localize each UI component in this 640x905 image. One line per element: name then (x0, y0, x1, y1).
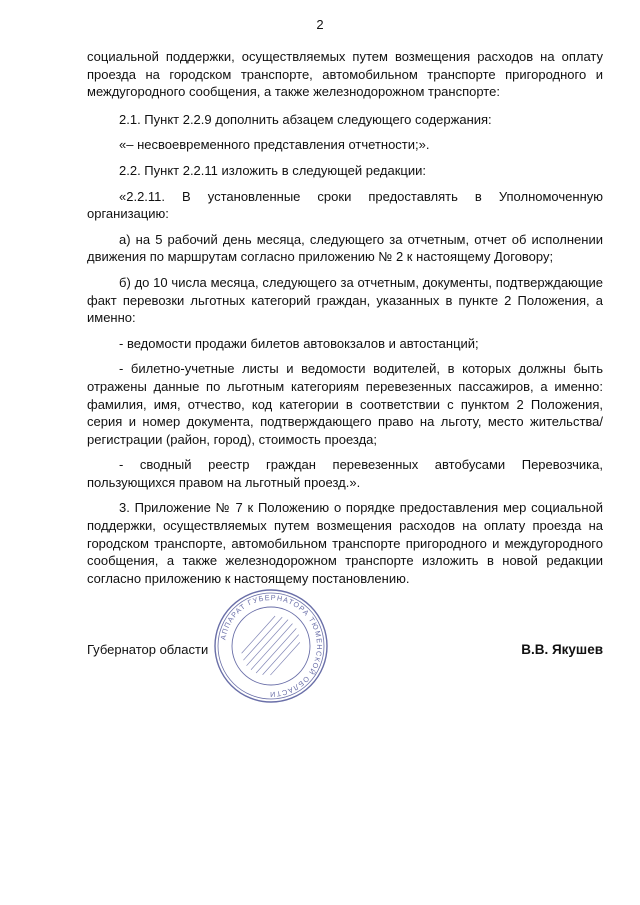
paragraph-item-b: б) до 10 числа месяца, следующего за отчетным, документы, подтверждающие факт перевозки льготных категорий граждан, указанных в пункте 2 Положения, а именно: (87, 274, 603, 326)
list-item-summary-register: - сводный реестр граждан перевезенных автобусами Перевозчика, пользующихся правом на льготный проезд.». (87, 457, 603, 490)
paragraph-2-2: 2.2. Пункт 2.2.11 изложить в следующей редакции: (119, 162, 426, 178)
page-number: 2 (316, 17, 324, 32)
document-body (87, 48, 603, 595)
paragraph-3: 3. Приложение № 7 к Положению о порядке предоставления мер социальной поддержки, осуществляемых путем возмещения расходов на оплату проезда на городском транспорте, автомобильном транспорте пригородного и междугородного сообщения, а также железнодорожном транспорте изложить в новой редакции согласно приложению к настоящему постановлению. (87, 500, 603, 586)
seal-outer-text: АППАРАТ ГУБЕРНАТОРА ТЮМЕНСКОЙ ОБЛАСТИ (218, 592, 325, 700)
paragraph-2-1: 2.1. Пункт 2.2.9 дополнить абзацем следующего содержания: (119, 111, 492, 127)
signer-name: В.В. Якушев (521, 642, 603, 657)
signer-title: Губернатор области (87, 642, 209, 657)
list-item-ticket-sales: - ведомости продажи билетов автовокзалов и автостанций; (119, 335, 479, 351)
paragraph-quote-item: «– несвоевременного представления отчетности;». (119, 137, 430, 153)
list-item-driver-sheets: - билетно-учетные листы и ведомости водителей, в которых должны быть отражены данные по льготным категориям перевезенных пассажиров, а именно: фамилия, имя, отчество, код категории в соответствии с пунктом 2 Положения, серия и номер документа, подтверждающего право на льготу, место жительства/регистрации (район, город), стоимость проезда; (87, 361, 603, 447)
paragraph-2-2-11: «2.2.11. В установленные сроки предоставлять в Уполномоченную организацию: (87, 188, 603, 222)
paragraph-item-a: а) на 5 рабочий день месяца, следующего за отчетным, отчет об исполнении движения по маршрутам согласно приложению № 2 к настоящему Договору; (87, 231, 603, 265)
paragraph-continuation: социальной поддержки, осуществляемых путем возмещения расходов на оплату проезда на городском транспорте, автомобильном транспорте пригородного и междугородного сообщения, а также железнодорожном транспорте: (87, 49, 603, 100)
signature-block (87, 641, 603, 661)
